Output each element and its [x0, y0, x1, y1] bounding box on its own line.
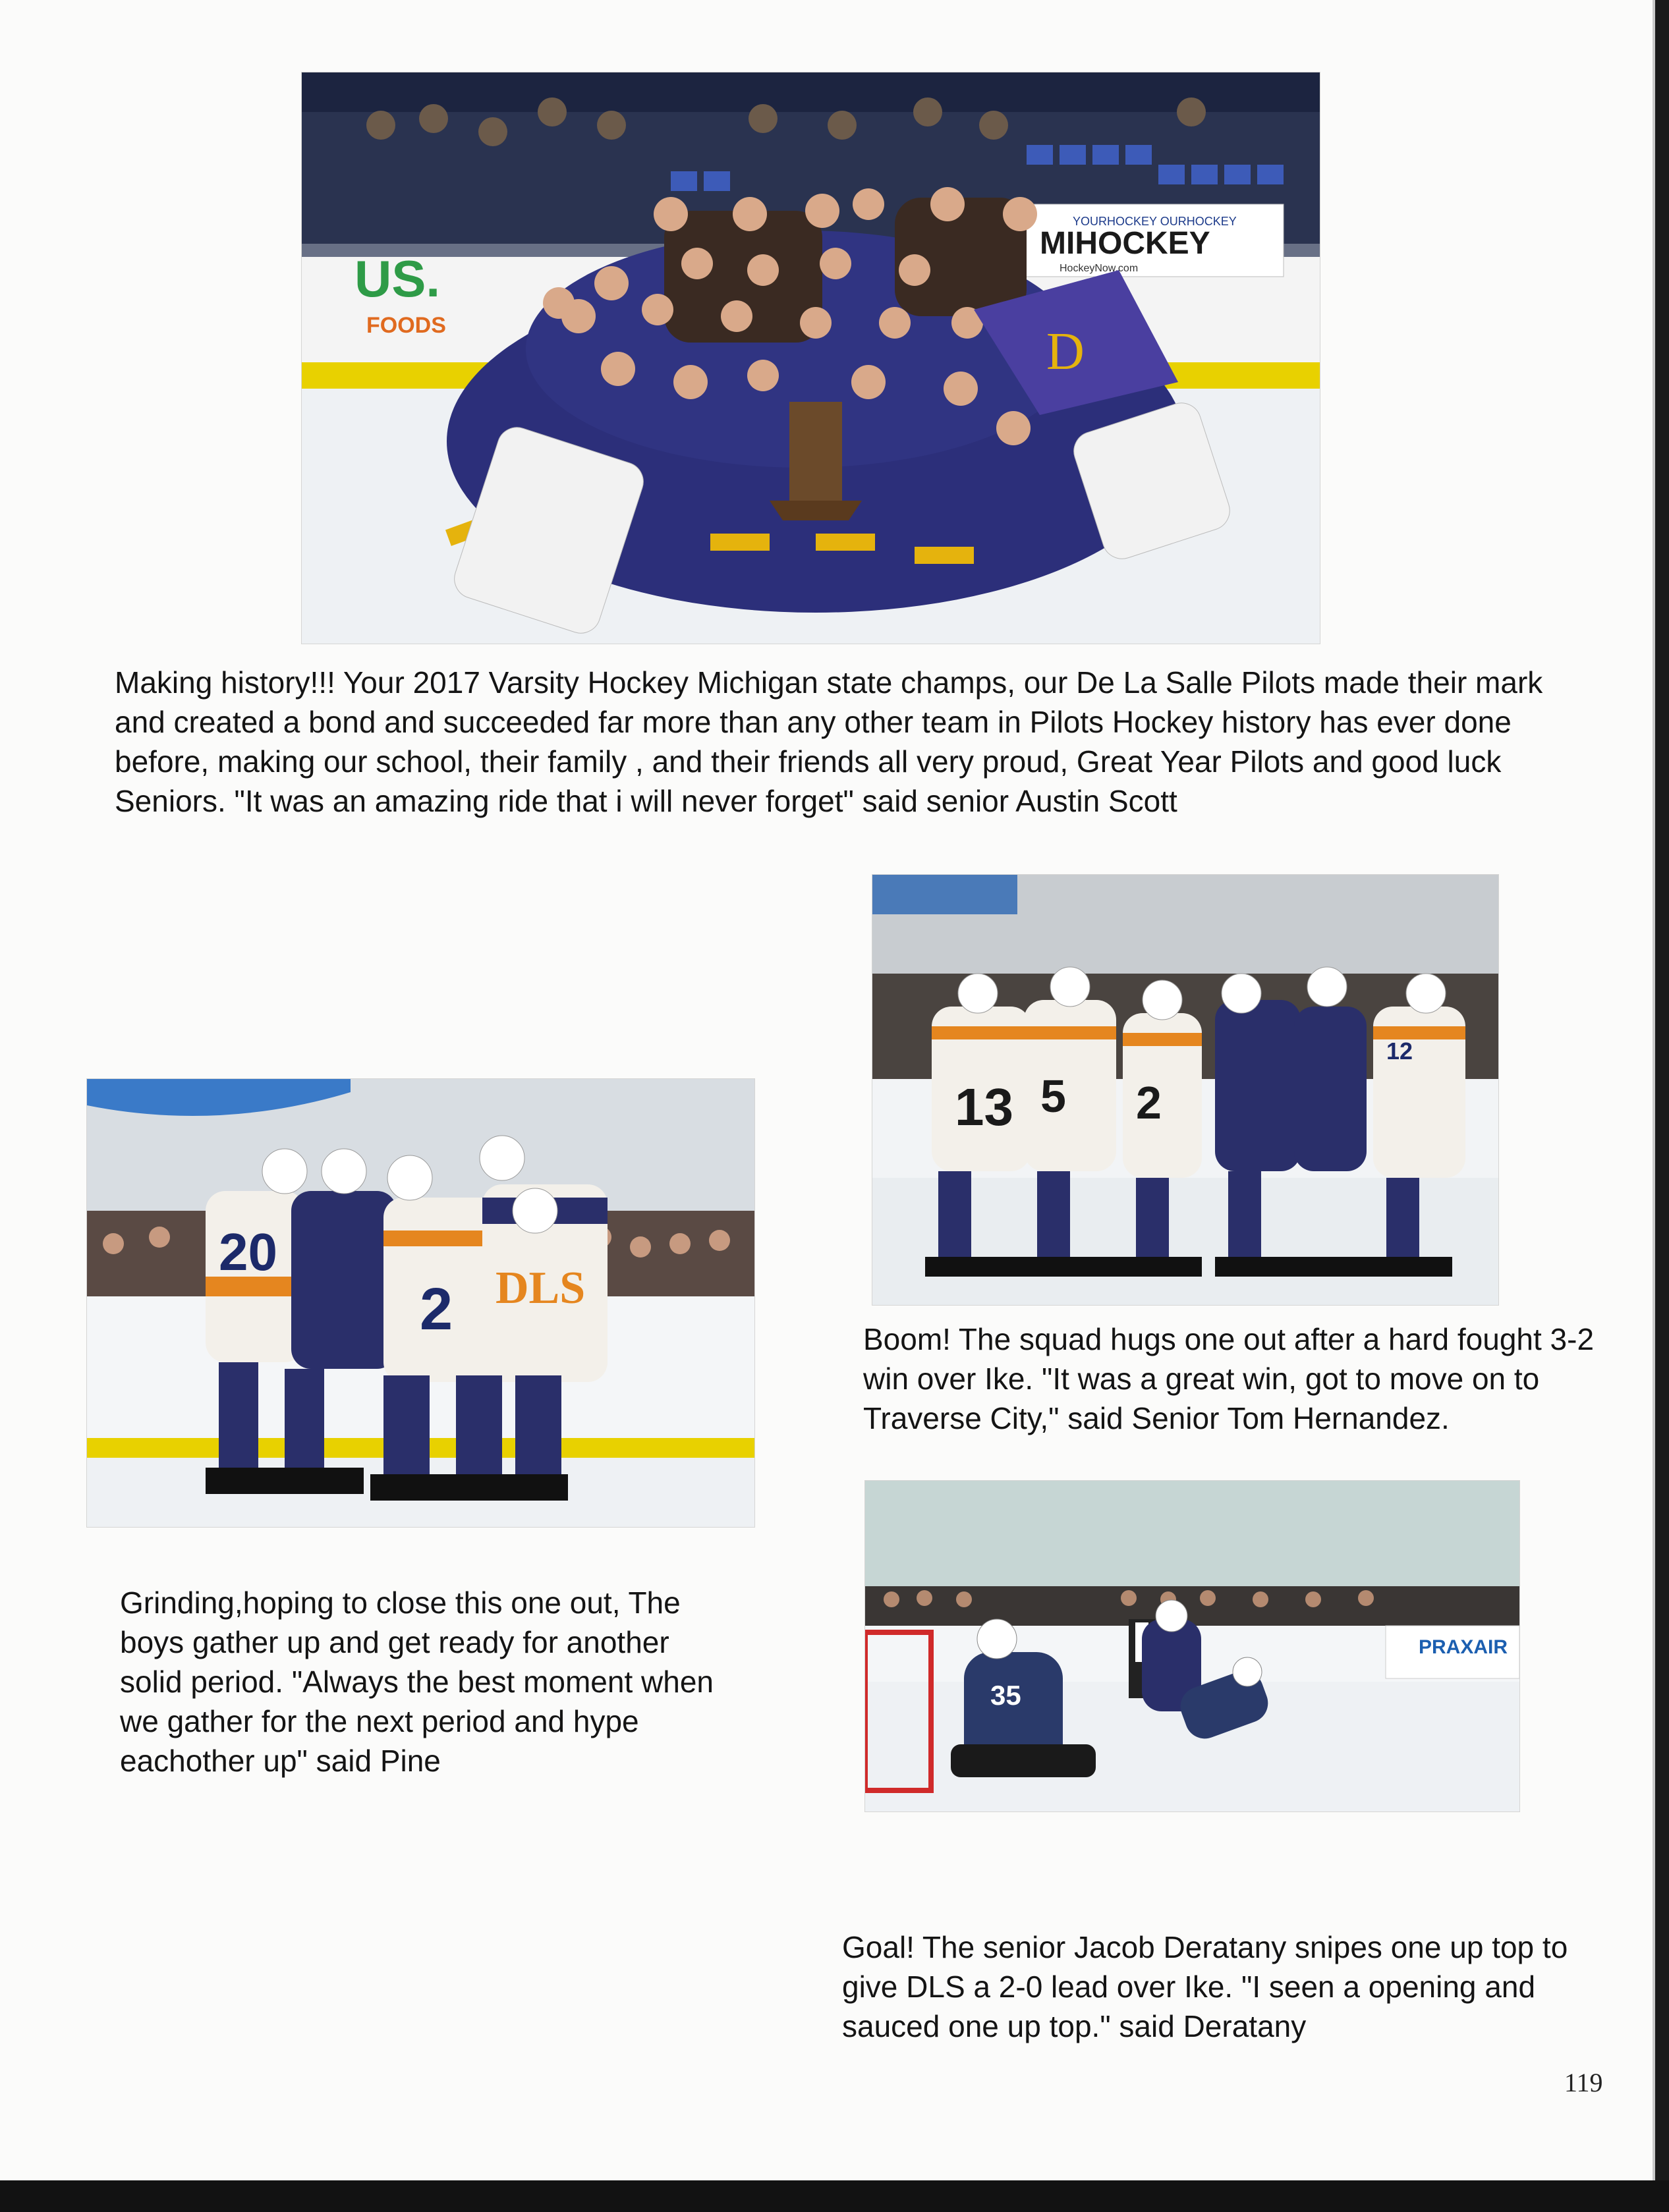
hug-photo-art	[872, 875, 1498, 1305]
svg-text:FOODS: FOODS	[366, 313, 446, 338]
champions-caption: Making history!!! Your 2017 Varsity Hockey Michigan state champs, our De La Salle Pilots made their mark and created a bond and succeeded far more than any other team in Pilots Hockey history has ever done before, making our school, their family , and their friends all very proud, Great Year Pilots and good luck Seniors. "It was an amazing ride that i will never forget" said senior Austin Scott	[115, 665, 1543, 818]
svg-text:5: 5	[1040, 1070, 1066, 1122]
svg-text:2: 2	[420, 1277, 453, 1342]
svg-text:13: 13	[955, 1078, 1013, 1136]
champions-photo-art	[302, 72, 1320, 644]
huddle-photo-art	[87, 1079, 754, 1527]
goal-caption: Goal! The senior Jacob Deratany snipes one up top to give DLS a 2-0 lead over Ike. "I seen a opening and sauced one up top." said Deratany	[842, 1930, 1568, 2043]
scan-bottom-edge	[0, 2180, 1669, 2212]
us-foods-logo: US.	[354, 250, 441, 308]
svg-text:2: 2	[1136, 1077, 1162, 1128]
svg-text:DLS: DLS	[495, 1263, 586, 1313]
huddle-caption: Grinding,hoping to close this one out, The boys gather up and get ready for another solid period. "Always the best moment when we gather for the next period and hype eachother up" said Pine	[120, 1586, 714, 1778]
huddle-photo	[87, 1079, 754, 1527]
svg-text:20: 20	[219, 1223, 277, 1281]
goal-photo	[865, 1481, 1519, 1811]
team-hug-photo	[872, 875, 1498, 1305]
champions-team-photo	[302, 72, 1320, 644]
page-number: 119	[1564, 2068, 1603, 2097]
hug-caption: Boom! The squad hugs one out after a hard fought 3-2 win over Ike. "It was a great win, got to move on to Traverse City," said Senior Tom Hernandez.	[863, 1322, 1595, 1435]
praxair-logo: PRAXAIR	[1419, 1636, 1508, 1658]
mihockey-logo: MIHOCKEY	[1040, 226, 1210, 261]
svg-text:12: 12	[1386, 1037, 1413, 1065]
svg-text:YOURHOCKEY OURHOCKEY: YOURHOCKEY OURHOCKEY	[1073, 215, 1237, 228]
svg-text:D: D	[1046, 323, 1085, 381]
svg-text:HockeyNow.com: HockeyNow.com	[1060, 263, 1139, 274]
goal-photo-art	[865, 1481, 1519, 1811]
svg-text:35: 35	[990, 1680, 1021, 1711]
